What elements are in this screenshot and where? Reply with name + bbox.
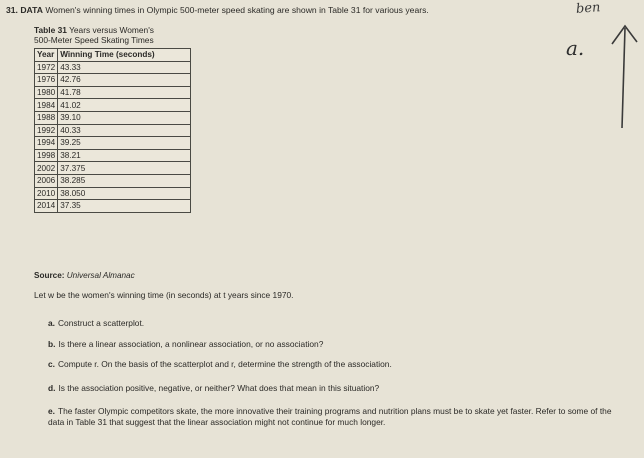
question-text: The faster Olympic competitors skate, the more innovative their training programs and nutrition plans must be to skate yet faster. Refer to some of the data in Table 31 that suggest that the linear association might not continue for much longer.	[48, 406, 612, 427]
table-caption-title: Years versus Women's	[66, 25, 154, 35]
source-label: Source:	[34, 271, 65, 280]
table-caption-subtitle: 500-Meter Speed Skating Times	[34, 35, 154, 45]
problem-statement: Women's winning times in Olympic 500-meter speed skating are shown in Table 31 for various years.	[45, 5, 429, 15]
table-row	[35, 99, 191, 112]
question-text: Compute r. On the basis of the scatterplot and r, determine the strength of the association.	[58, 359, 392, 369]
table-row	[35, 61, 191, 74]
time-cell: 42.76	[58, 74, 191, 87]
question-c	[48, 359, 392, 370]
table-row	[35, 174, 191, 187]
question-letter: e.	[48, 406, 55, 416]
time-cell: 38.285	[58, 174, 191, 187]
table-source	[34, 271, 135, 281]
question-letter: a.	[48, 318, 55, 328]
variable-definition: Let w be the women's winning time (in seconds) at t years since 1970.	[34, 290, 294, 300]
question-b	[48, 339, 323, 350]
handwritten-note-a: a.	[566, 36, 585, 60]
table-header-row	[35, 49, 191, 62]
question-letter: d.	[48, 383, 56, 393]
table-row	[35, 162, 191, 175]
time-cell: 40.33	[58, 124, 191, 137]
table-row	[35, 200, 191, 213]
handwritten-axis-arrow-icon	[600, 20, 644, 130]
handwritten-note-ben: ben	[575, 0, 601, 17]
year-cell: 1992	[35, 124, 58, 137]
year-cell: 1980	[35, 86, 58, 99]
time-cell: 37.375	[58, 162, 191, 175]
year-cell: 1988	[35, 111, 58, 124]
time-cell: 41.78	[58, 86, 191, 99]
table-caption-label: Table 31	[34, 25, 67, 35]
table-row	[35, 124, 191, 137]
table-row	[35, 137, 191, 150]
time-cell: 43.33	[58, 61, 191, 74]
question-a	[48, 318, 144, 329]
question-d	[48, 383, 379, 394]
column-header-year: Year	[35, 49, 58, 62]
year-cell: 1994	[35, 137, 58, 150]
question-letter: c.	[48, 359, 55, 369]
skating-times-table	[34, 48, 191, 213]
year-cell: 2010	[35, 187, 58, 200]
year-cell: 1998	[35, 149, 58, 162]
time-cell: 37.35	[58, 200, 191, 213]
year-cell: 1976	[35, 74, 58, 87]
column-header-time: Winning Time (seconds)	[58, 49, 191, 62]
year-cell: 2014	[35, 200, 58, 213]
problem-number: 31.	[6, 5, 18, 15]
table-row	[35, 187, 191, 200]
time-cell: 39.25	[58, 137, 191, 150]
table-row	[35, 86, 191, 99]
time-cell: 38.21	[58, 149, 191, 162]
time-cell: 39.10	[58, 111, 191, 124]
problem-header	[6, 5, 429, 16]
source-name: Universal Almanac	[64, 271, 135, 280]
question-text: Construct a scatterplot.	[58, 318, 145, 328]
table-row	[35, 111, 191, 124]
year-cell: 1984	[35, 99, 58, 112]
question-text: Is the association positive, negative, or neither? What does that mean in this situation?	[58, 383, 380, 393]
year-cell: 2006	[35, 174, 58, 187]
question-text: Is there a linear association, a nonlinear association, or no association?	[58, 339, 324, 349]
year-cell: 2002	[35, 162, 58, 175]
time-cell: 38.050	[58, 187, 191, 200]
time-cell: 41.02	[58, 99, 191, 112]
table-caption	[34, 25, 154, 45]
question-letter: b.	[48, 339, 56, 349]
year-cell: 1972	[35, 61, 58, 74]
table-row	[35, 149, 191, 162]
question-e	[48, 406, 628, 428]
table-row	[35, 74, 191, 87]
data-tag: DATA	[20, 5, 43, 15]
